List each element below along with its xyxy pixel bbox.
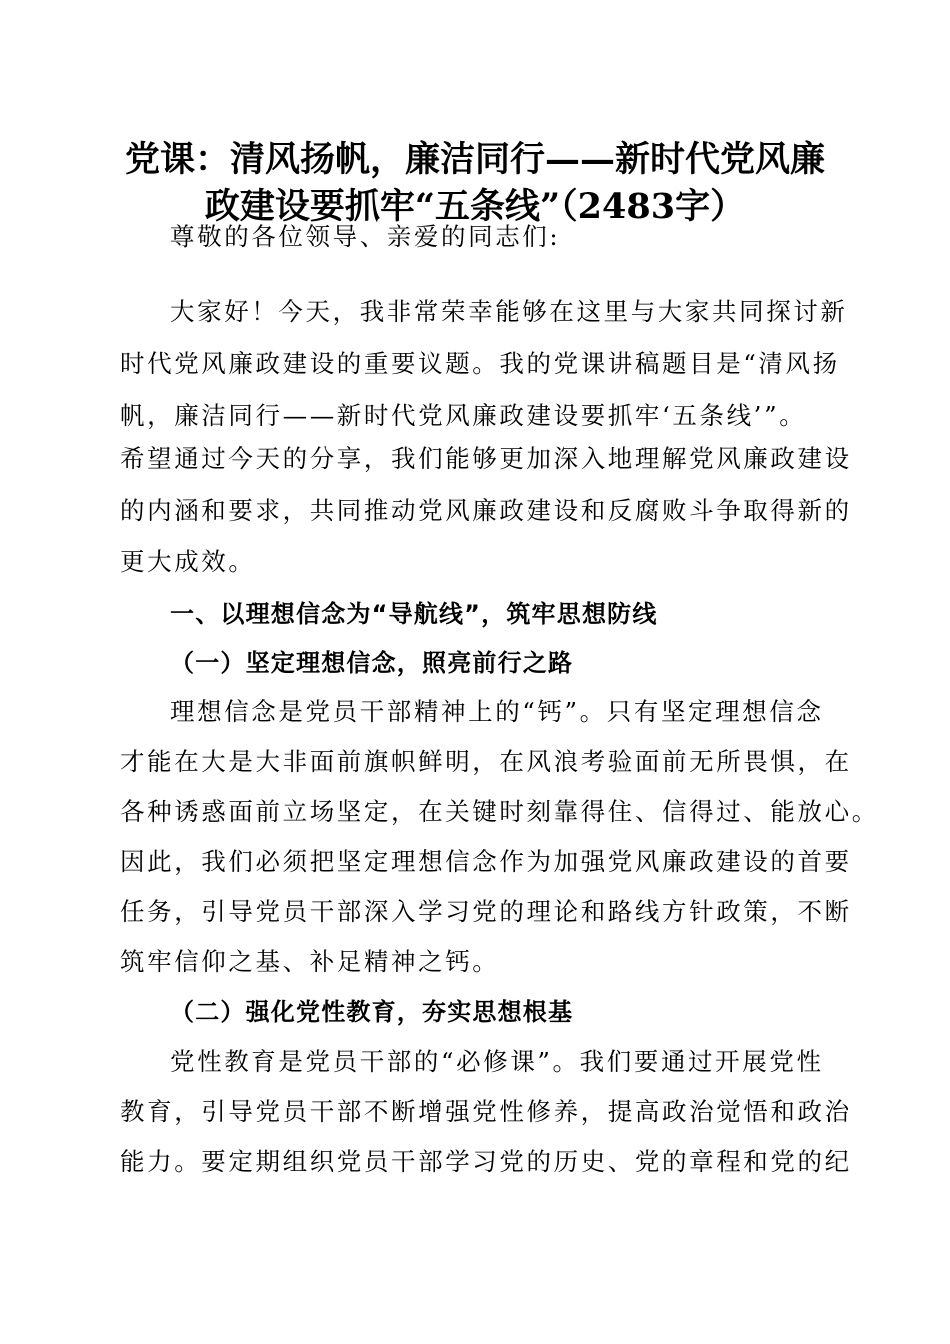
subsection-1-line-1: 理想信念是党员干部精神上的“钙”。只有坚定理想信念 xyxy=(170,697,824,726)
subsection-1-line-5: 任务，引导党员干部深入学习党的理论和路线方针政策，不断 xyxy=(120,897,852,926)
document-title-line-1: 党课：清风扬帆，廉洁同行——新时代党风廉 xyxy=(124,139,825,180)
salutation: 尊敬的各位领导、亲爱的同志们: xyxy=(170,222,561,251)
intro-line-2: 时代党风廉政建设的重要议题。我的党课讲稿题目是“清风扬 xyxy=(120,349,840,378)
intro-line-6: 更大成效。 xyxy=(120,547,256,576)
subsection-2-line-2: 教育，引导党员干部不断增强党性修养，提高政治觉悟和政治 xyxy=(120,1097,852,1126)
subsection-2-line-3: 能力。要定期组织党员干部学习党的历史、党的章程和党的纪 xyxy=(120,1147,852,1176)
subsection-2-heading: （二）强化党性教育，夯实思想根基 xyxy=(170,997,574,1026)
subsection-1-heading: （一）坚定理想信念，照亮前行之路 xyxy=(170,648,574,677)
subsection-1-line-2: 才能在大是大非面前旗帜鲜明，在风浪考验面前无所畏惧，在 xyxy=(120,747,852,776)
subsection-1-line-6: 筑牢信仰之基、补足精神之钙。 xyxy=(120,947,500,976)
intro-line-3: 帆，廉洁同行——新时代党风廉政建设要抓牢‘五条线’”。 xyxy=(120,401,807,430)
subsection-1-line-3: 各种诱惑面前立场坚定，在关键时刻靠得住、信得过、能放心。 xyxy=(120,797,879,826)
document-title-line-2: 政建设要抓牢“五条线”（2483字） xyxy=(204,186,746,227)
section-1-heading: 一、以理想信念为“导航线”，筑牢思想防线 xyxy=(170,600,658,628)
intro-line-1: 大家好！今天，我非常荣幸能够在这里与大家共同探讨新 xyxy=(170,297,848,326)
intro-line-4: 希望通过今天的分享，我们能够更加深入地理解党风廉政建设 xyxy=(120,444,852,473)
subsection-1-line-4: 因此，我们必须把坚定理想信念作为加强党风廉政建设的首要 xyxy=(120,847,852,876)
intro-line-5: 的内涵和要求，共同推动党风廉政建设和反腐败斗争取得新的 xyxy=(120,496,852,525)
subsection-2-line-1: 党性教育是党员干部的“必修课”。我们要通过开展党性 xyxy=(170,1047,824,1076)
